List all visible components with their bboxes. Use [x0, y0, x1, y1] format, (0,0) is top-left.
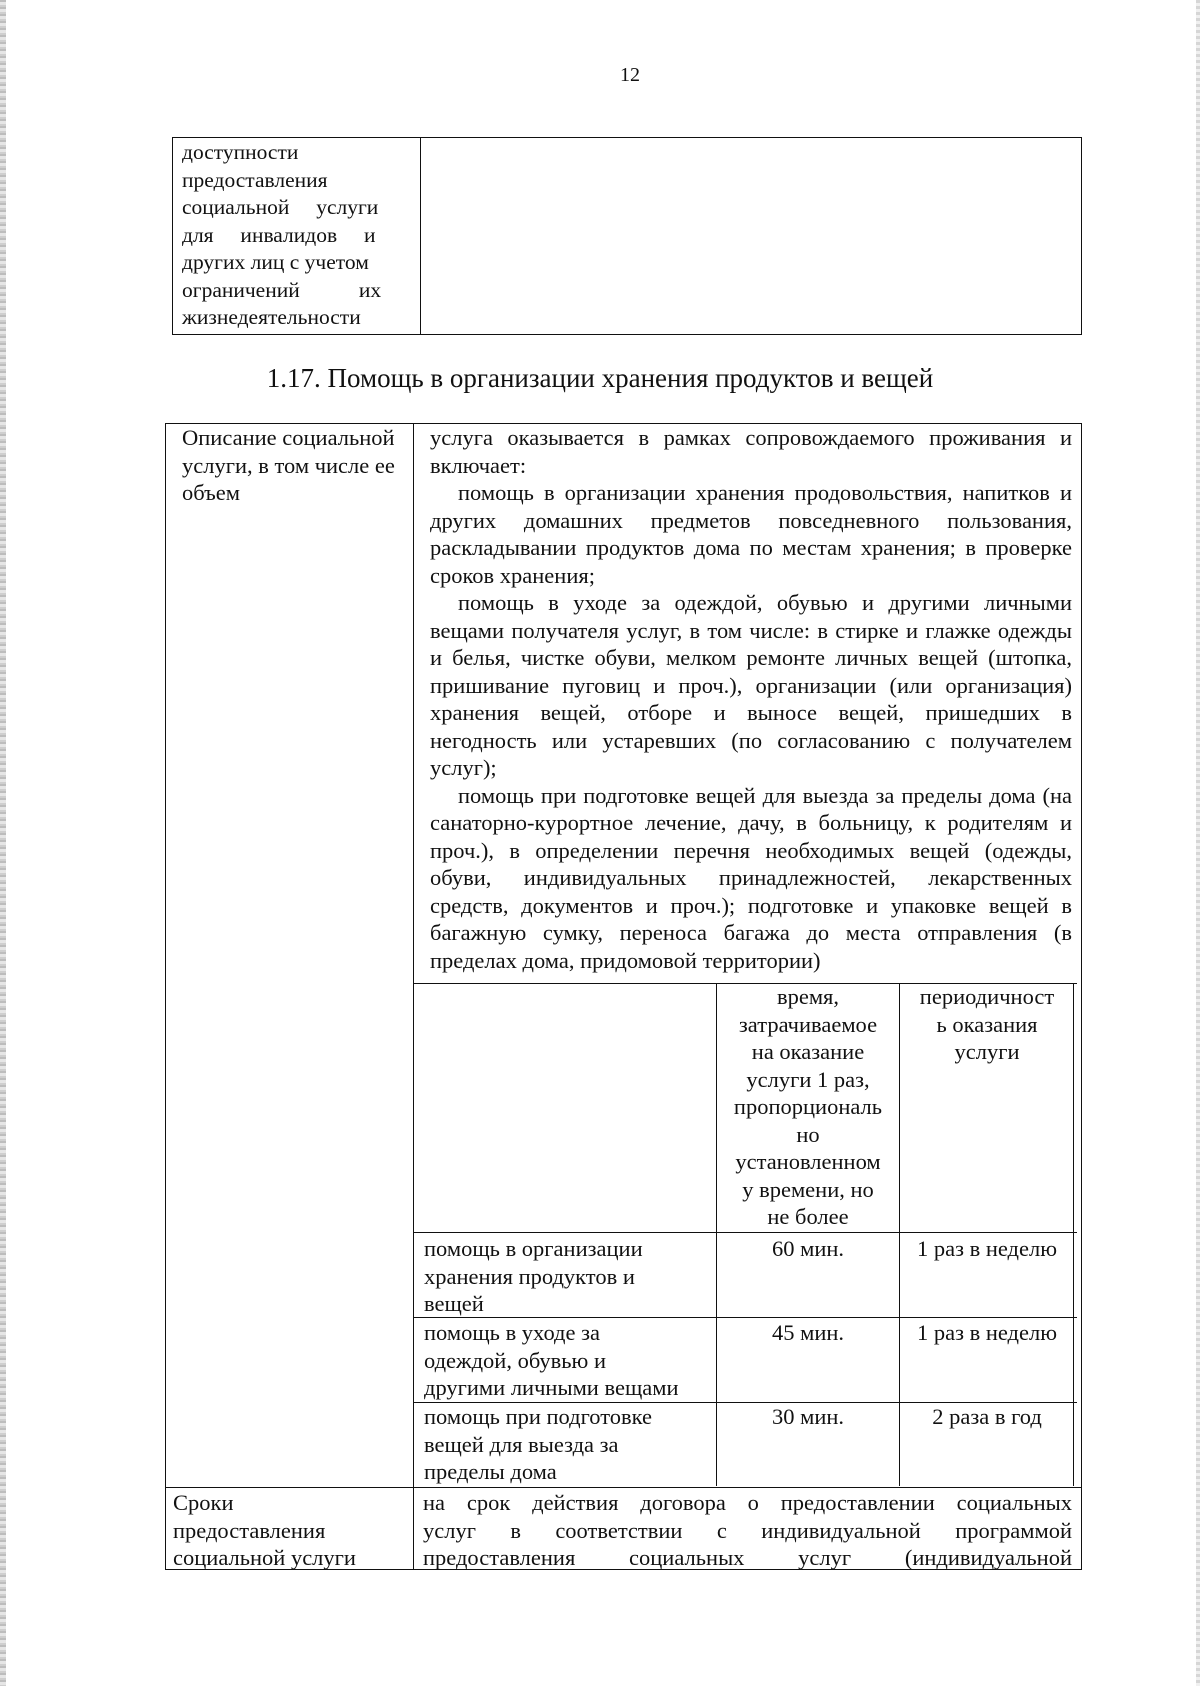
row-line: вещей [424, 1291, 484, 1316]
row-line: вещей для выезда за [424, 1431, 619, 1457]
header-line: пропорциональ [733, 1094, 883, 1119]
time-table [414, 983, 1077, 1486]
time-header [718, 983, 898, 1231]
row-line: другими личными вещами [424, 1375, 679, 1400]
nested-line [716, 983, 717, 1486]
cell-line: ограничений их [182, 277, 382, 302]
cell-line: для инвалидов и [182, 222, 376, 247]
description-label: Описание социальной услуги, в том числе ее объем [182, 425, 395, 505]
terms-label [173, 1489, 408, 1572]
header-line: но [796, 1121, 820, 1147]
header-line: не более [767, 1204, 849, 1229]
terms-line: предоставления социальных услуг (индивидуальной [423, 1545, 1072, 1570]
row-line: одеждой, обувью и [424, 1347, 607, 1373]
table-row-time: 60 мин. [771, 1236, 845, 1261]
description-intro: услуга оказывается в рамках сопровождаемого проживания и включает: [430, 425, 1072, 478]
row-line: помощь в уходе за [424, 1320, 600, 1345]
period-header [901, 983, 1073, 1066]
label-line: Сроки [173, 1490, 234, 1515]
cell-line: социальной услуги [182, 195, 379, 219]
cell-line: доступности [182, 140, 299, 164]
description-text [430, 424, 1072, 974]
scan-edge-right [1196, 0, 1200, 1686]
cell-line: предоставления [182, 167, 328, 192]
header-line: установленном [735, 1149, 881, 1174]
row-line: помощь в организации [424, 1236, 643, 1261]
row-line: пределы дома [424, 1459, 557, 1484]
header-line: на оказание [751, 1039, 865, 1064]
table-row-name [424, 1319, 714, 1402]
header-line: услуги 1 раз, [746, 1066, 870, 1092]
table-row-period: 2 раза в год [932, 1404, 1042, 1429]
row-line: хранения продуктов и [424, 1263, 635, 1289]
description-item: помощь в организации хранения продовольствия, напитков и других домашних предметов повседневного пользования, раскладывании продуктов дома по местам хранения; в проверке сроков хранения; [430, 480, 1072, 588]
terms-line: на срок действия договора о предоставлении социальных [423, 1490, 1072, 1515]
header-line: ь оказания [936, 1011, 1038, 1037]
table-row-period: 1 раз в неделю [916, 1236, 1058, 1261]
cell-line: других лиц с учетом [182, 250, 369, 274]
header-line: у времени, но [742, 1176, 874, 1202]
column-divider [420, 138, 421, 334]
row-divider [166, 1487, 1081, 1488]
page-number: 12 [620, 64, 640, 86]
header-line: услуги [954, 1039, 1020, 1064]
label-line: предоставления [173, 1517, 326, 1543]
row-line: помощь при подготовке [424, 1404, 652, 1429]
table-row-time: 45 мин. [771, 1320, 845, 1345]
nested-line [414, 1232, 1077, 1233]
table-row-period: 1 раз в неделю [916, 1320, 1058, 1345]
header-line: время, [776, 984, 840, 1009]
description-item: помощь в уходе за одеждой, обувью и другими личными вещами получателя услуг, в том числе: в стирке и глажке одежды и белья, чистке обуви, мелком ремонте личных вещей (штопка, пришивание пуговиц и проч.), организации (или организация) хранения вещей, отборе и выносе вещей, пришедших в негодность или устаревших (по согласованию с получателем услуг); [430, 590, 1072, 780]
nested-line [1073, 983, 1074, 1486]
scan-edge-left [0, 0, 6, 1686]
table-row-name [424, 1235, 714, 1318]
nested-line [899, 983, 900, 1486]
terms-line: услуг в соответствии с индивидуальной программой [423, 1517, 1072, 1543]
section-heading: 1.17. Помощь в организации хранения продуктов и вещей [266, 363, 934, 393]
terms-text [423, 1489, 1072, 1572]
accessibility-label-cell [182, 139, 416, 332]
header-line: периодичност [919, 984, 1055, 1009]
cell-line: жизнедеятельности [182, 305, 361, 329]
continuation-table [172, 137, 1082, 335]
table-row-time: 30 мин. [771, 1404, 845, 1429]
table-row-name [424, 1403, 714, 1486]
header-line: затрачиваемое [738, 1011, 878, 1037]
service-table [165, 423, 1082, 1570]
label-line: социальной услуги [173, 1545, 356, 1570]
description-item: помощь при подготовке вещей для выезда за пределы дома (на санаторно-курортное лечение, дачу, в больницу, к родителям и проч.), в определении перечня необходимых вещей (одежды, обуви, индивидуальных принадлежностей, лекарственных средств, документов и проч.); подготовке и упаковке вещей в багажную сумку, переноса багажа до места отправления (в пределах дома, придомовой территории) [430, 782, 1072, 973]
